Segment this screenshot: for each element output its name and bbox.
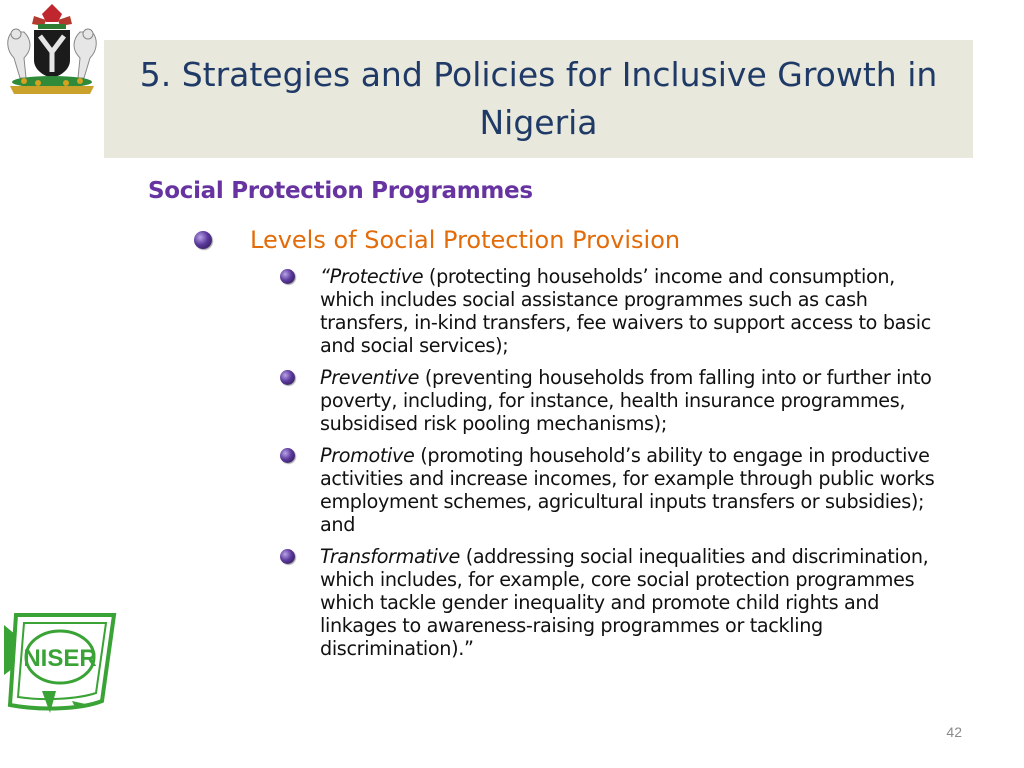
list-item: [280, 265, 940, 357]
list-item: [280, 444, 940, 536]
item-term: Promotive: [320, 444, 415, 467]
item-text: (preventing households from falling into or further into poverty, including, for instance, health insurance programmes, subsidised risk pooling mechanisms);: [320, 366, 932, 435]
item-text: (protecting households’ income and consumption, which includes social assistance programmes such as cash transfers, in-kind transfers, fee waivers to support access to basic and social services);: [320, 265, 931, 357]
bullet-orb-icon: [280, 269, 295, 284]
item-text: (promoting household’s ability to engage in productive activities and increase incomes, for example through public works employment schemes, agricultural inputs transfers or subsidies); and: [320, 444, 935, 536]
item-term: Preventive: [320, 366, 420, 389]
item-text: (addressing social inequalities and discrimination, which includes, for example, core social protection programmes which tackle gender inequality and promote child rights and linkages to awareness-raising programmes or tackling discrimination).”: [320, 545, 929, 660]
page-number: 42: [946, 724, 962, 740]
niser-logo: [2, 605, 120, 717]
list-item: [280, 366, 940, 435]
provision-levels-list: [280, 265, 940, 669]
section-heading: Social Protection Programmes: [148, 178, 533, 204]
coat-of-arms-logo: [2, 2, 102, 97]
bullet-orb-icon: [280, 448, 295, 463]
item-term: Transformative: [320, 545, 460, 568]
bullet-orb-icon: [280, 370, 295, 385]
bullet-orb-icon: [194, 231, 212, 249]
list-item: [280, 545, 940, 660]
bullet-orb-icon: [280, 549, 295, 564]
level1-label: Levels of Social Protection Provision: [250, 226, 681, 254]
niser-logo-text: NISER: [23, 645, 97, 672]
title-banner: [104, 40, 973, 158]
item-term: “Protective: [320, 265, 424, 288]
slide-title: 5. Strategies and Policies for Inclusive Growth in Nigeria: [139, 55, 938, 142]
